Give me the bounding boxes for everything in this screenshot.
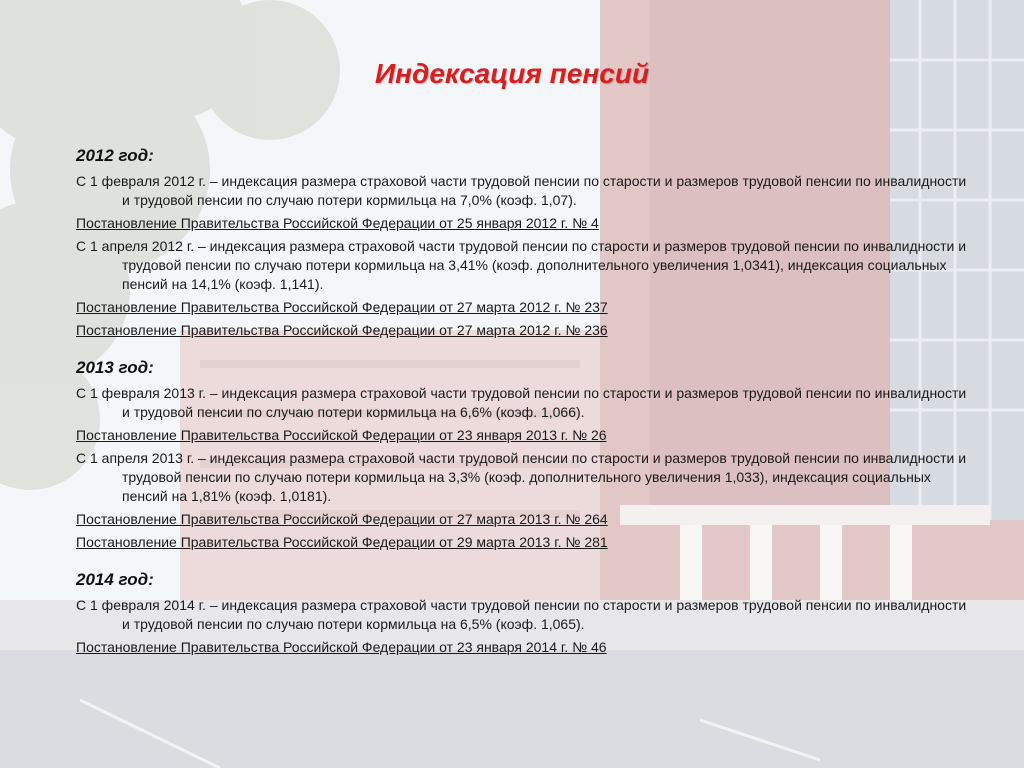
year-heading: 2014 год: (76, 570, 154, 589)
year-heading: 2013 год: (76, 358, 154, 377)
decree-link[interactable]: Постановление Правительства Российской Федерации от 23 января 2014 г. № 46 (76, 639, 607, 655)
indexation-entry: С 1 апреля 2012 г. – индексация размера страховой части трудовой пенсии по старости и размеров трудовой пенсии по инвалидности и трудовой пенсии по случаю потери кормильца на 3,41% (коэф. дополнительного увеличения 1,0341), индексация социальных пенсий на 14,1% (коэф. 1,141). (76, 238, 967, 292)
indexation-entry: С 1 апреля 2013 г. – индексация размера страховой части трудовой пенсии по старости и размеров трудовой пенсии по инвалидности и трудовой пенсии по случаю потери кормильца на 3,3% (коэф. дополнительного увеличения 1,033), индексация социальных пенсий на 1,81% (коэф. 1,0181). (76, 450, 967, 504)
decree-link[interactable]: Постановление Правительства Российской Федерации от 27 марта 2012 г. № 236 (76, 322, 608, 338)
slide-title: Индексация пенсий (374, 58, 650, 89)
indexation-entry: С 1 февраля 2012 г. – индексация размера страховой части трудовой пенсии по старости и размеров трудовой пенсии по инвалидности и трудовой пенсии по случаю потери кормильца на 7,0% (коэф. 1,07). (76, 173, 967, 208)
indexation-entry: С 1 февраля 2013 г. – индексация размера страховой части трудовой пенсии по старости и размеров трудовой пенсии по инвалидности и трудовой пенсии по случаю потери кормильца на 6,6% (коэф. 1,066). (76, 385, 967, 420)
decree-link[interactable]: Постановление Правительства Российской Федерации от 23 января 2013 г. № 26 (76, 427, 607, 443)
year-section-2012 (76, 146, 976, 340)
year-section-2014 (76, 570, 976, 657)
year-heading: 2012 год: (76, 146, 154, 165)
slide-content (76, 146, 976, 675)
decree-link[interactable]: Постановление Правительства Российской Федерации от 25 января 2012 г. № 4 (76, 215, 599, 231)
decree-link[interactable]: Постановление Правительства Российской Федерации от 27 марта 2012 г. № 237 (76, 299, 608, 315)
year-section-2013 (76, 358, 976, 552)
decree-link[interactable]: Постановление Правительства Российской Федерации от 29 марта 2013 г. № 281 (76, 534, 608, 550)
decree-link[interactable]: Постановление Правительства Российской Федерации от 27 марта 2013 г. № 264 (76, 511, 608, 527)
indexation-entry: С 1 февраля 2014 г. – индексация размера страховой части трудовой пенсии по старости и размеров трудовой пенсии по инвалидности и трудовой пенсии по случаю потери кормильца на 6,5% (коэф. 1,065). (76, 597, 967, 632)
